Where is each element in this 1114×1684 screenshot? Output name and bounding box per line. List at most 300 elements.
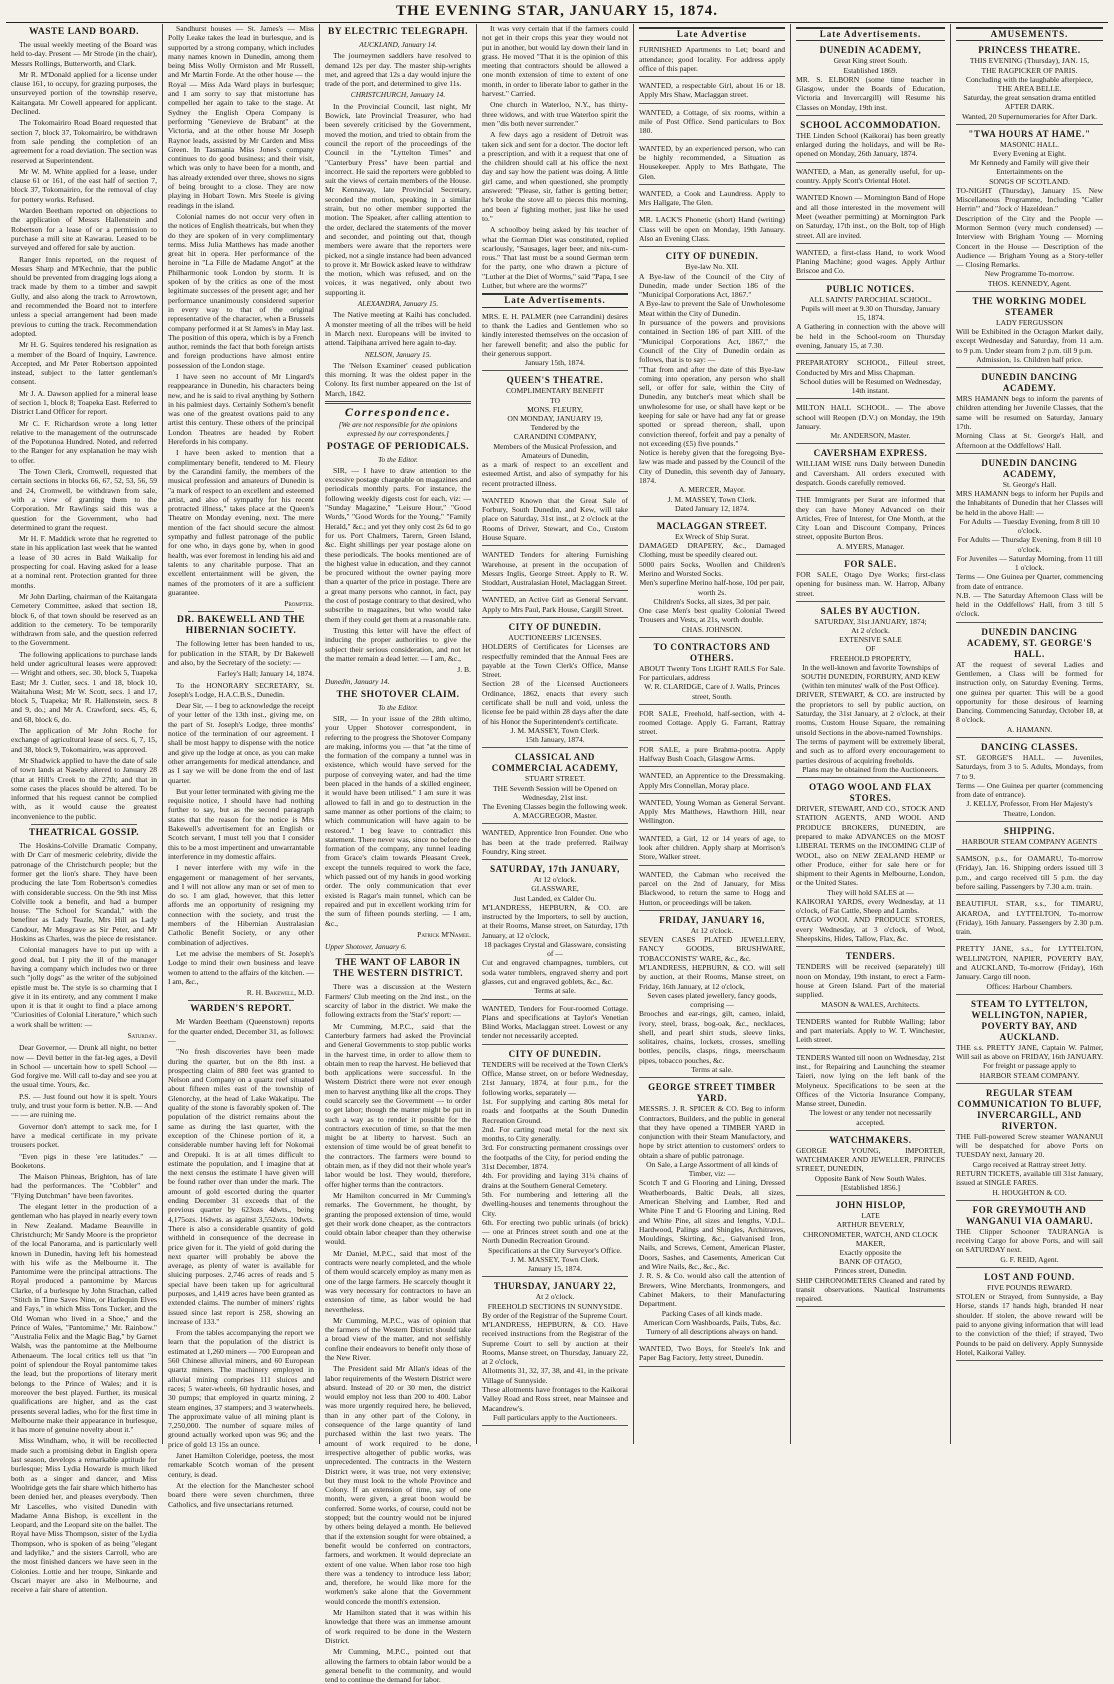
signature: R. H. Bakewell, M.D. [246, 988, 314, 998]
ad-title: SHIPPING. [1003, 825, 1056, 836]
ad-line: Specifications at the City Surveyor's Office. [488, 1245, 622, 1255]
ad-line: M'LANDRESS, HEPBURN, & CO. are instructed by the Importers, to sell by auction, at their Rooms, Manse street, on Saturday, 17th January, at 12 o'clock, [482, 902, 628, 940]
ad-line: By order of the Registrar of the Supreme Court. [482, 1310, 628, 1320]
advertisement [639, 142, 785, 185]
paragraph: Ranger Innis reported, on the request of Messrs Sharp and M'Kechnie, that the public should be prevented from dragging logs along a track made by them to a timber and sawpit Gully, and also along the track to Arrowtown, and recommended the Board not to interfere unless a special arrangement had been made previous to cutting the track. Recommendation adopted. [11, 254, 157, 338]
paragraph: "No fresh discoveries have been made during the quarter, but on the 8th inst. a prospecting claim of 880 feet was granted to Nelson and Company on a quartz reef situated about fifteen miles east of the township of Glenorchy, at the head of Lake Wakatipu. The quality of the stone is favorably spoken of. The population of the district remains about the same as during the last quarter, with the exception of the Chinese portion of it, a considerable number having left for Nokomai and Orepuki. It is at all times difficult to estimate the population, and I imagine that at the next census the estimate I have given will be found rather over than under the mark. The amount of gold escorted during the quarter ending December 31 exceeds that of the previous quarter by 623ozs 4dwts., being 4,175ozs. 16dwts. as against 3,552ozs. 10dwts. There is also a considerable quantity of gold withheld in consequence of the decrease in price given for it. The yield of gold during the next quarter will probably be above the average, as plenty of water is available for sluicing purposes. 2,746 acres of reads and 5 special have been taken up for agricultural purposes, and 1,419 acres have been granted as extended claims. The number of miners' rights issued since last report is 258, showing an increase of 133." [168, 1047, 314, 1326]
section-header: Late Advertise [639, 27, 785, 41]
letter-date: Saturday. [127, 1030, 157, 1040]
section-header: Late Advertisements. [482, 293, 628, 307]
ad-line: WILLIAM WISE runs Daily between Dunedin and Caversham. All orders executed with despatch. Goods carefully removed. [796, 459, 945, 487]
ad-line: J. M. MASSEY, Town Clerk. [667, 494, 757, 504]
ad-line: For Adults — Tuesday Evening, from 8 till 10 o'clock. [959, 516, 1100, 536]
ad-line: Description of the City and the People — Mormon Sermon (very much condensed) — Interview with Brigham Young — Morning Concert in the House — Description of the Audience — Brigham Young as a Story-teller — Closing Remarks. [956, 213, 1103, 270]
ad-list [482, 310, 628, 1426]
ad-title: DUNEDIN ACADEMY, [819, 45, 922, 56]
advertisement [639, 707, 785, 741]
paragraph: I never interfere with my wife in the engagement or management of her servants, and I will not allow any man or set of men to do so. I am glad, however, that this letter affords me an opportunity of resigning my connection with the society, and trust the members of the Hibernian Australasian Catholic Benefit Society, or any other combination of adjectives. [168, 863, 314, 947]
ad-title: DANCING CLASSES. [980, 741, 1079, 752]
column-2 [163, 24, 320, 1509]
advertisement [956, 897, 1103, 940]
advertisement [956, 852, 1103, 895]
ad-line: Men's superfine Merino half-hose, 10d per pair, worth 2s. [639, 578, 785, 597]
ad-line: DRIVER, STEWART, & CO. are instructed by the proprietors to sell by public auction, on Saturday, the 31st January, at 2 o'clock, at their rooms, Custom House Square, the remaining unsold Sections in the above-named Townships. [796, 690, 945, 737]
ad-line: Exactly opposite the [839, 1247, 902, 1257]
ad-line: WANTED, Apprentice Iron Founder. One who has been at the trade preferred. Railway Foundry, King street. [482, 828, 628, 856]
column-4 [477, 24, 634, 1444]
ad-line: MASON & WALES, Architects. [821, 999, 920, 1009]
paragraph: Miss Windham, who, it will be recollected made such a promising debut in English opera last season, develops a remarkable aptitude for burlesque; Miss Lydia Howarde is much liked both as a singer and dancer, and Miss Woolridge gets the fair share which hitherto has been denied her, and pleases everybody. Then Mr Lascelles, who visited Dunedin with Madame Anna Bishop, is excellent in the Leopard, and the Leopard site on the ballet. The Royal have Miss Thompson, sister of the Lydia Thompson, who is spoken of as being "elegant and ladylike," and the sisters Carroll, who are the most finished dancers we have seen in the Colonies. Lottie and her troupe, Sinkarde and Oscari mayer are also in Melbourne, and receive a fair share of attention. [11, 1436, 157, 1595]
ad-line: Children's Socks, all sizes, 3d per pair. [653, 596, 771, 606]
ad-line: THE Linden School (Kaikorai) has been greatly enlarged during the holidays, and will be Re-opened on Monday, 26th January, 1874. [796, 130, 945, 159]
ad-line: 6th. For erecting two public urinals (of brick) — one at Princes street south and one at the North Dunedin Recreation Ground. [482, 1217, 628, 1246]
ad-line: A. MACGREGOR, Master. [512, 811, 598, 821]
paragraph: Mr Cumming, M.P.C., pointed out that allowing the farmers to obtain labor would be a general benefit to the community, and would tend to continue the demand for labor. [325, 1647, 471, 1684]
ad-line: TENDERS Wanted till noon on Wednesday, 21st inst., for Repairing and Launching the steamer Taieri, now lying on the left bank of the Molyneux. Specifications to be seen at the Offices of the Victoria Insurance Company, Manse street, Dunedin. [796, 1052, 945, 1109]
advertisement [796, 356, 945, 399]
editor-note: [We are not responsible for the opinions expressed by our correspondents.] [338, 419, 458, 439]
advertisement [482, 373, 628, 492]
ad-line: A. HAMANN. [1006, 724, 1053, 734]
advertisement [956, 370, 1103, 454]
ad-line: TENDERS wanted for Rubble Walling; labor and part materials. Apply to W. T. Winchester, Leith street. [796, 1016, 945, 1045]
ad-line: STOLEN or Strayed, from Sunnyside, a Bay Horse, stands 17 hands high, branded H near shoulder. If stolen, the above reward will be paid to anyone giving information that will lead to the conviction of the thief; if strayed, Two Pounds to be paid on delivery. Apply Sunnyside Hotel, Kaikorai Valley. [956, 1292, 1103, 1357]
paragraph: There was a discussion at the Western Farmers' Club meeting on the 2nd inst., on the scarcity of labor in the district. We make the following extracts from the 'Star's' report: — [325, 982, 471, 1020]
ad-line: (within ten minutes' walk of the Post Office). [801, 681, 940, 691]
dateline: Upper Shotover, January 6. [325, 942, 407, 952]
ad-line: MESSRS. J. R. SPICER & CO. Beg to inform Contractors, Builders, and the public in general that they have opened a TIMBER YARD in conjunction with their Steam Manufactory, and hope by strict attention to customers' orders to obtain a share of public patronage. [639, 1104, 785, 1160]
ad-title: GEORGE STREET TIMBER YARD. [648, 1082, 776, 1104]
ad-line: OTAGO WOOL AND PRODUCE STORES, every Wednesday, at 3 o'clock, of Wool, Sheepskins, Hides, Tallow, Flax, &c. [796, 915, 945, 944]
ad-line: Full particulars apply to the Auctioneers. [492, 1412, 617, 1422]
ad-line: January 15th, 1874. [525, 358, 585, 368]
advertisement [482, 593, 628, 618]
ad-line: MASONIC HALL. [999, 139, 1060, 149]
ad-line: LADY FERGUSSON [995, 317, 1064, 327]
advertisement [639, 43, 785, 77]
paragraph: Dear Sir, — I beg to acknowledge the receipt of your letter of the 13th inst., giving me, on the part of St. Joseph's Lodge, three months' notice of the termination of our agreement. I shall be most happy to dispense with the notice and give up the lodge at once, as you can make other arrangements for medical attendance, and as I say we will be done from the end of last quarter. [168, 701, 314, 785]
section-header: Late Advertisements. [796, 27, 945, 41]
advertisement [639, 832, 785, 866]
ad-line: Terms at sale. [691, 1065, 733, 1074]
divider [325, 401, 471, 404]
advertisement [796, 191, 945, 243]
ad-line: STUART STREET. [524, 774, 585, 784]
paragraph: To the HONORARY SECRETARY, St. Joseph's Lodge, H.A.C.B.S., Dunedin. [168, 680, 314, 699]
ad-line: MR. LACK'S Phonetic (short) Hand (writing) Class will be open on Monday, 19th January. Also an Evening Class. [639, 215, 785, 244]
ad-line: TENDERS will be received at the Town Clerk's Office, Manse street, on or before Wednesday, 21st January, 1874, at four p.m., for the following works, separately — [482, 1059, 628, 1097]
ad-line: HARBOUR STEAM COMPANY AGENTS [961, 836, 1098, 846]
paragraph: Mr Cumming, M.P.C., was of opinion that the farmers of the Western District should take a broad view of the matter, and not selfishly confine their endeavors to benefit only those of the New River. [325, 1315, 471, 1362]
ad-line: Mr. ANDERSON, Master. [830, 431, 911, 441]
ad-line: THE RAGPICKER OF PARIS. [981, 65, 1078, 75]
ad-line: BANK OF OTAGO, [839, 1257, 902, 1267]
ad-line: At 12 o'clock. [533, 875, 577, 885]
advertisement [956, 127, 1103, 292]
paragraph: SIR, — In your issue of the 28th ultimo, your Upper Shotover correspondent, in referring to the progress the Shotover Company are making, informs you — that "at the time of the formation of the company a tunnel was in existence, which would have served for the purpose of conveying water, and had the time been placed in the hands of a skilled engineer, it would have been utilised." I am sure it was allowed to fall in and go to destruction in the same manner as other portions of the claim; to which communication will have again to be restored." I beg leave to contradict this statement. There never was, since no before the formation of the company, any tunnel leading from Grace's claim towards Pleasant Creek, except the tunnels required to work the face, which passed out of my hands in good working order. The only communication that ever existed is Ragar's main tunnel, which can be repaired and put in excellent working trim for the sum of fifteen pounds sterling. — I am, &c., [325, 714, 471, 928]
ad-line: M'LANDRESS, HEPBURN, & CO. Have received instructions from the Registrar of the Supreme Court to sell by auction at their Rooms, Manse street, on Thursday, January 22, at 2 o'clock, [482, 1319, 628, 1367]
ad-line: CHAS. JOHNSON. [681, 624, 743, 634]
ad-line: J. M. MASSEY, Town Clerk. [510, 725, 600, 735]
ad-line: School duties will be Resumed on Wednesday, 14th instant. [799, 376, 942, 396]
ad-line: WANTED, Two Boys, for Steele's Ink and Paper Bag Factory, Jetty street, Dunedin. [639, 1344, 785, 1363]
ad-line: 3rd. For constructing permanent crossings over the footpaths of the City, for period ending the 31st December, 1874. [482, 1143, 628, 1172]
ad-line: Offices: Harbour Chambers. [986, 981, 1073, 991]
paragraph: Janet Hamilton Coleridge, poetess, the most remarkable Scotch woman of the present century, is dead. [168, 1451, 314, 1479]
ad-line: 1st. For supplying and carting 80s metal for roads and footpaths at the South Dunedin Recreation Ground. [482, 1096, 628, 1125]
advertisement [956, 997, 1103, 1084]
paragraph: The journeymen saddlers have resolved to demand 12s per day. The master ship-wrights met, and agreed that 12s a day would injure the trade of the port, and determined to give 11s. [325, 51, 471, 89]
ad-line: A Bye-law to prevent the Sale of Unwholesome Meat within the City of Dunedin. [639, 299, 785, 318]
ad-line: MRS HAMANN begs to inform the parents of children attending her Juvenile Classes, that the same will be resumed on Saturday, January 17th. [956, 394, 1103, 431]
ad-list [639, 43, 785, 1366]
paragraph: Colonial names do not occur very often in the notices of English theatricals, but when they do they are spoken of in very complimentary terms. Miss Julia Matthews has made another great hit in opera. Her performance of the heroine in "La Fille de Madame Angot" at the Philharmonic took London by storm. It is spoken of by the critics as one of the most legitimate successes of the present age; and her performance unanimously considered superior in every way to that of the original representative of the character, when a Brussels company performed it at St James's in May last. The position of this opera, which is by a French author, reminds the fact that both foreign artists and foreign productions have almost entire possession of the London stage. [168, 211, 314, 370]
advertisement [639, 868, 785, 911]
advertisement [796, 1015, 945, 1049]
paragraph: Dear Governor, — Drunk all night, no better now — Devil better in the fat-leg ages, a Devil in School — uncertain how to spell School — God forgive me. Will call to-day and see you at the usual time. Yours, &c. [11, 1043, 157, 1090]
ad-line: COMPLIMENTARY BENEFIT [505, 386, 605, 396]
ad-title: CITY OF DUNEDIN. [508, 1048, 602, 1059]
paragraph: Mr Hamilton concurred in Mr Cumming's remarks. The Government, he thought, by granting the proposed extension of time, would get their work done cheaper, as the contractors could obtain labor cheaper than they otherwise would. [325, 1190, 471, 1247]
ad-line: ON MONDAY, JANUARY 19, [507, 413, 603, 423]
ad-line: Turnery of all descriptions always on hand. [646, 1326, 778, 1336]
ad-title: JOHN HISLOP, [835, 1200, 906, 1211]
ad-line: WANTED, the Cabman who received the parcel on the 2nd of January, for Miss Blackwood, to return the same to Hogg and Hutton, or proceedings will be taken. [639, 869, 785, 907]
ad-line: CARANDINI COMPANY, [513, 432, 597, 442]
advertisement [639, 187, 785, 212]
ad-line: Just Landed, ex Calder Ou. [513, 893, 597, 903]
ad-title: SATURDAY, 17th JANUARY, [490, 864, 620, 875]
ad-line: GEORGE YOUNG, IMPORTER, WATCHMAKER AND JEWELLER, PRINCES STREET, DUNEDIN, [796, 1145, 945, 1174]
ad-title: FOR SALE. [844, 558, 897, 569]
advertisement [639, 1342, 785, 1367]
ad-line: New Programme To-morrow. [984, 269, 1075, 279]
paragraph: A few days ago a resident of Detroit was taken sick and sent for a doctor. The doctor left a prescription, and with it a request that one of the children should call at his office the next day and say how the patient was doing. A little girl came, and when questioned, she promptly answered: "Please, sir, father is getting better; he's broke the stove all to pieces this morning, and been a' fighting mother, just like he used to." [482, 130, 628, 223]
ad-line: 18 packages Crystal and Glassware, consisting of — [483, 940, 627, 959]
advertisement [956, 824, 1103, 850]
ad-title: REGULAR STEAM COMMUNICATION TO BLUFF, INVERCARGILL, AND RIVERTON. [957, 1087, 1102, 1131]
advertisement [956, 1086, 1103, 1201]
ad-line: Terms — One Guinea per quarter (commencing from date of entrance). [956, 780, 1103, 800]
ad-line: HARBOR STEAM COMPANY. [979, 1070, 1080, 1080]
ad-title: LOST AND FOUND. [984, 1271, 1075, 1282]
paragraph: SIR, — I have to draw attention to the excessive postage chargeable on magazines and periodicals monthly parts. For instance, the following weekly digests cost for each, viz: — "Sunday Magazine," "Leisure Hour," "Good Words," "Good Words for the Young," "Family Herald," &c.; and yet they only cost 2s 6d to go for us. Port Chalmers, Tarern, Green Island, &c. Eight shillings per year postage alone on these periodicals. The books mentioned are of the highest value in education, and they cannot be procured without the owner paying more than a quarter of the price in postage. There are a great many persons who cannot, in fact, pay the cost of postage contrary to that desired, who subscribe to magazines, but who would take them if they could get them at a reasonable rate. [325, 465, 471, 624]
ad-line: THE Immigrants per Surat are informed that they can have Money Advanced on their Articles, Free of Interest, for One Month, at the City Loan and Discount Company, Princes street, opposite Burton Bros. [796, 495, 945, 542]
ad-line: Section 28 of the Licensed Auctioneers Ordinance, 1862, enacts that every such certificate shall be null and void, unless the license fee be paid within 28 days after the date of his Honor the Superintendent's certificate. [482, 679, 628, 726]
paragraph: The 'Nelson Examiner' ceased publication this morning. It was the oldest paper in the Colony. Its first number appeared on the 1st of March, 1842. [325, 360, 471, 398]
divider [345, 954, 451, 955]
ad-line: WANTED, a Cottage, of six rooms, within a mile of Post Office. Send particulars to Box 180. [639, 107, 785, 136]
ad-line: Scotch T and G Flooring and Lining, Dressed Weatherboards, Baltic Deals, all sizes, American Shelving and Lumber, Red and White Pine T and G Flooring and Lining, Red and White Pine, all sizes and lengths, V.D.L. Hardwood, Palings and Shingles, Architraves, Mouldings, Skirting, &c., Galvanised Iron, Nails, and Screws, Cement, American Plaster, Doors, Sashes, and Casements, American Cut and Wire Nails, &c., &c., &c. [639, 1178, 785, 1272]
ad-line: Cargo received at Rattray street Jetty. [972, 1159, 1087, 1169]
advertisement [796, 1133, 945, 1196]
dateline: CHRISTCHURCH, January 14. [350, 90, 446, 100]
ad-line: FREEHOLD SECTIONS IN SUNNYSIDE. [487, 1301, 623, 1311]
advertisement [956, 1203, 1103, 1268]
heading-bakewell: DR. BAKEWELL AND THE HIBERNIAN SOCIETY. [176, 615, 306, 637]
ad-line: N.B. — The Saturday Afternoon Class will be held in the Oddfellows' Hall, from 3 till 5 o'clock. [956, 590, 1103, 619]
paragraph: Warden Beetham reported on objections to the application of Messrs Hallenstein and Robertson for a lease of or a permission to purchase a mill site at Kawarau. Leased to be surveyed and offered for sale by auction. [11, 206, 157, 253]
heading-postage: POSTAGE OF PERIODICALS. [326, 441, 470, 452]
advertisement [956, 942, 1103, 994]
dateline: AUCKLAND, January 14. [359, 40, 437, 49]
ad-line: 5th. For numbering and lettering all the dwelling-houses and tenements throughout the City. [482, 1189, 628, 1218]
paragraph: Mr J. A. Dawson applied for a mineral lease of section 1, block 8; Toapeka East. Referred to District Land Officer for report. [11, 388, 157, 417]
ad-line: Notice is hereby given that the foregoing Bye-law was made and passed by the Council of the City of Dunedin, this seventh day of January, 1874. [639, 448, 785, 486]
ad-line: For Adults — Thursday Evening, from 8 till 10 o'clock. [957, 535, 1102, 554]
ad-line: MONS. FLEURY, [527, 404, 583, 414]
ad-title: STEAM TO LYTTELTON, WELLINGTON, NAPIER, POVERTY BAY, AND AUCKLAND. [970, 998, 1089, 1042]
masthead-title: THE EVENING STAR, JANUARY 15, 1874. [396, 3, 718, 19]
ad-line: M'LANDRESS, HEPBURN, & CO. will sell by auction, at their Rooms, Manse street, on Friday, 16th January, at 12 o'clock, [639, 962, 785, 991]
ad-line: THIS EVENING (Thursday), JAN. 15, [969, 56, 1090, 66]
paragraph: In the Provincial Council, last night, Mr Bowick, late Provincial Treasurer, who had been severely criticised by the Government, moved the motion, and tried to obtain from the council the report of the proceedings of the Council in the "Lyttelton Times" and "Canterbury Press" have been partial and incorrect. He said the reporters were gobbled to suit the views of certain members of the House. Mr Kennaway, late Provincial Secretary, seconded the motion, speaking in a similar strain, but no other member supported the motion. The Speaker, after calling attention to the order, declared the statements of the mover and seconder, and pointing out that, though members were aware that the reporters were picked, not a single instance had been advanced to prove it. Mr Bowick asked leave to withdraw the motion, which was refused, and on the voices, it was negatived, only about two supporting it. [325, 101, 471, 297]
ad-line: Brooches and ear-rings, gilt, cameo, inlaid, ivory, steel, brass, bog-oak, &c., necklaces, shell, and pearl shirt studs, sleeve links, solitaires, chains, lockets, crosses, smelling bottles, pencils, clasps, rings, meerschaum pipes, tobacco pouches, &c. [639, 1009, 785, 1065]
ad-line: WANTED, by an experienced person, who can be highly recommended, a Situation as Housekeeper. Apply to Mrs Bathgate, The Glen. [639, 143, 785, 181]
ad-line: For freight or passage apply to [982, 1061, 1076, 1071]
advertisement [639, 913, 785, 1078]
ad-line: In pursuance of the powers and provisions contained in Section 186 of part XIII. of the "Municipal Corporations Act, 1867," the Council of the City of Dunedin ordain as follows, that is to say: — [639, 318, 785, 365]
ad-line: Wanted, 20 Supernumeraries for After Dark. [962, 111, 1097, 121]
ad-line: Seven cases plated jewellery, fancy goods, comprising — [647, 990, 777, 1010]
ad-title: MACLAGGAN STREET. [656, 520, 768, 531]
dateline: ALEXANDRA, January 15. [357, 299, 439, 309]
paragraph: The Town Clerk, Cromwell, requested that certain sections in blocks 66, 67, 52, 53, 56, 59 and 24, Cromwell, be withdrawn from sale, with a view of granting them to the Corporation. Mr Rawlings said this was a question for the Government, who had determined to grant the request. [11, 467, 157, 532]
divider [188, 1000, 294, 1001]
ad-line: KAIKORAI YARDS, every Wednesday, at 11 o'clock, of Fat Cattle, Sheep and Lambs. [796, 896, 945, 916]
column-1 [6, 24, 163, 1595]
ad-line: WANTED, an Apprentice to the Dressmaking. Apply Mrs Connellan, Moray place. [639, 771, 785, 790]
signature: Prompter. [284, 599, 314, 609]
advertisement [796, 282, 945, 355]
ad-line: A. MERCER, Mayor. [678, 485, 746, 495]
advertisement [482, 862, 628, 999]
ad-line: Morning Class at St. George's Hall, and Afternoon at the Oddfellows' Hall. [956, 431, 1103, 450]
advertisement [796, 246, 945, 280]
advertisement [639, 106, 785, 140]
ad-title: "TWA HOURS AT HAME." [968, 128, 1091, 139]
ad-line: OF [865, 644, 876, 654]
ad-line: In the well-known and favorite Townships of [802, 662, 939, 672]
heading-telegraph: BY ELECTRIC TELEGRAPH. [327, 27, 469, 37]
ad-title: DUNEDIN DANCING ACADEMY, [981, 457, 1078, 479]
paragraph: The following applications to purchase lands held under agricultural leases were approved: — Wright and others, sec. 30, block 5, Tuapeka East; Mr J. Cutler, secs. 1 and 18, block 10, Waitahuna West; Mr W. Scott, secs. 1 and 17, block 5, Tuapeka; Mr R. Hallenstein, secs. 8 and 9, do.; and Mr A. Crawford, secs. 45, 6, and 68, block 6, do. [11, 649, 157, 724]
advertisement [796, 780, 945, 947]
paragraph: Mr H. F. Maddick wrote that he regretted to state in his application last week that he wanted a lease of 30 acres in Bald Waikalip for prospecting for coal. Having asked for a lease at a nominal rent. Protection granted for three months. [11, 534, 157, 590]
ad-title: DUNEDIN DANCING ACADEMY. [981, 372, 1078, 394]
ad-line: as a mark of respect to an excellent and esteemed Artist, and also of sympathy for his recent protracted illness. [482, 459, 628, 488]
heading-correspondence: Correspondence. [344, 404, 452, 419]
heading-shotover: THE SHOTOVER CLAIM. [336, 689, 460, 700]
ad-line: PRETTY JANE, s.s., for LYTTELTON, WELLINGTON, NAPIER, POVERTY BAY, and AUCKLAND, To-morrow (Friday), 16th January. Cargo till noon. [956, 944, 1103, 982]
paragraph: It was very certain that if the farmers could not get in their crops this year they would not put in another, but would lay down their land in grass. He moved "That it is the opinion of this meeting that contractors should be allowed a one month extension of time to extent of one month, in order to liberate labor to gather in the harvest." Carried. [482, 24, 628, 99]
ad-line: MILTON HALL SCHOOL. — The above school will Reopen (D.V.) on Monday, the 19th January. [796, 403, 945, 431]
ad-line: Packing Cases of all kinds made. [661, 1308, 763, 1318]
ad-line: THE AREA BELLE. [997, 83, 1062, 93]
ad-line: THOS. KENNEDY, Agent. [987, 278, 1072, 288]
paragraph: The Native meeting at Kaihi has concluded. A monster meeting of all the tribes will be held in March next. Europeans will be invited to attend. Taipihana arrived here again to-day. [325, 310, 471, 348]
paragraph: Sandhurst houses — St. James's — Miss Polly Leake takes the lead in burlesque, and is supported by a strong company, which includes many names known in Dunedin, among them being Miss Wolly Ormiston and Mr Russell, and Mr Martin Forde. At the other house — the Royal — Miss Ada Ward plays in burlesque; and I am sorry to say that mistortune has compelled her again to take to the stage. At Sydney the English Opera Company is performing "Genevieve de Brabant" at the Victoria, and at the other house Mr Joseph Raynor leads, assisted by Mr Carden and Miss Green. In Tasmania Miss Jones's company continues to do good business; and their visit, which was only to have been for a month, and has already extended over three, shows no signs of being brought to a close. They are now playing in Hobart Town. Mrs Steele is giving readings in the island. [168, 24, 314, 210]
ad-line: January 15, 1874. [528, 1264, 582, 1274]
advertisement [482, 826, 628, 860]
paragraph: Governor don't attempt to sack me, for I have a medical certificate in my private trousers pocket. [11, 1121, 157, 1150]
ad-title: CITY OF DUNEDIN. [665, 251, 759, 262]
paragraph: Mr Cumming, M.P.C., said that the Canterbury farmers had asked the Provincial and General Governments to stop public works in the harvest time, in order to allow them to obtain men to reap the harvest. He believed that both applications were successful. In the Western District there were not ever enough men to harvest anything like all the crops. They could scarcely see the Government — to order to get labor; though the matter might be put in such a way as to render it possible for the contractors execution of time, so that the men might be at liberty to harvest. Such an extension of time would be of great benefit to the contractors. The farmers were bound to obtain men, as if they did not their whole year's labor would be lost. They would, therefore, offer higher terms than the contractors. [325, 1021, 471, 1189]
ad-line: FOR SALE, Freehold, half-section, with 4-roomed Cottage. Apply G. Farrant, Rattray street. [639, 708, 785, 737]
paragraph: From the tables accompanying the report we learn that the population of the district is estimated at 1,260 miners — 700 European and 560 Chinese alluvial miners, and 60 European quartz miners. The machinery employed in alluvial mining comprises 111 sluices and races; 5 water-wheels, 60 hydraulic hoses, and 30 pumps; that employed in quartz mining, 2 steam engines, 37 stampers; and 3 waterwheels. The approximate value of all mining plant is 7,250,000. The number of square miles of ground actually worked upon was 96; and the price of gold 13 15s an ounce. [168, 1328, 314, 1449]
ad-title: TENDERS. [845, 951, 896, 962]
ad-line: Every Evening at Eight. [993, 148, 1066, 158]
advertisement [796, 1051, 945, 1131]
ad-line: At 2 o'clock. [535, 1292, 575, 1302]
ad-line: Dated January 12, 1874. [674, 503, 750, 513]
ad-line: Tendered by the [530, 423, 580, 433]
ad-line: THE Clipper Schooner TAURANGA is receiving Cargo for above Ports, and will sail on SATURDAY next. [956, 1226, 1103, 1255]
ad-line: ABOUT Twenty Tons LIGHT RAILS For Sale. For particulars, address [639, 663, 785, 683]
heading-want-of-labor: THE WANT OF LABOR IN THE WESTERN DISTRICT. [332, 958, 464, 980]
paragraph: P.S. — Just found out how it is spelt. Yours truly, and trust your form is better. N.B. — And — — are ruining me. [11, 1091, 157, 1120]
paragraph: The President said Mr Allan's ideas of the labor requirements of the Western District were absurd. Instead of 20 or 30 men, the district would employ not less than 200 to 400. Labor was more urgently required here, he believed, than in any other part of the Colony, in consequence of the large quantity of land purchased within the last two years. The amount of work required to be done, irrespective altogether of public works, was unprecedented. The contracts in the Western District were, it was true, not very extensive; but they must look to the whole Province and Colony. If an extension of time, say of one month, were given, a great boon would be conferred. Some works, of course, could not be stopped; but the country would not be injured by others being delayed a month. He believed that if the extension sought for were obtained, a benefit would be conferred on contractors, farmers, and workmen. It would depreciate an extent of one value. When labor rose too high there was a tendency to introduce less labor; and, therefore, he would like more for the workmen's sake alone that the Government would concede the month's extension. [325, 1364, 471, 1606]
ad-line: Members of the Musical Profession, and Amateurs of Dunedin, [493, 441, 617, 460]
ad-line: WANTED, a Girl, 12 or 14 years of age, to look after children. Apply sharp at Morrison's Store, Walker street. [639, 833, 785, 862]
ad-title: SCHOOL ACCOMMODATION. [800, 119, 941, 130]
ad-line: RETURN TICKETS, available till 31st January, issued at SINGLE FARES. [956, 1168, 1103, 1188]
ad-title: FRIDAY, JANUARY 16, [659, 914, 765, 925]
dateline: NELSON, January 15. [364, 349, 432, 359]
ad-line: H. HOUGHTON & CO. [992, 1187, 1067, 1197]
ad-line: SEVEN CASES PLATED JEWELLERY, FANCY GOODS, BRUSHWARE, TOBACCONISTS' WARE, &c., &c. [639, 935, 785, 963]
ad-line: HOLDERS of Certificates for Licenses are respectfully reminded that the Annual Fees are payable at the Town Clerk's Office, Manse Street. [482, 642, 628, 680]
paragraph: Mr Warden Beetham (Queenstown) reports for the quarter ended, December 31, as follows: — [168, 1017, 314, 1045]
paragraph: Farley's Hall; January 14, 1874. [217, 669, 314, 679]
ad-line: St. George's Hall. [1002, 479, 1057, 489]
advertisement [482, 1279, 628, 1426]
advertisement [639, 519, 785, 638]
advertisement [482, 620, 628, 748]
ad-line: The Evening Classes begin the following week. [482, 801, 628, 811]
ad-line: Ex Wreck of Ship Surat. [674, 531, 749, 541]
ad-title: TO CONTRACTORS AND OTHERS. [653, 641, 771, 663]
ad-line: AT the request of several Ladies and Gentlemen, a Class will be formed for instruction only, on Saturday Evening. Terms, one guinea per quarter. This will be a good opportunity for those desirous of learning Dancing. Commencing Saturday, October 18, at 8 o'clock. [956, 659, 1103, 725]
advertisement [796, 604, 945, 778]
ad-title: CLASSICAL AND COMMERCIAL ACADEMY, [491, 752, 619, 774]
ad-title: CAVERSHAM EXPRESS. [813, 448, 928, 459]
ad-line: WANTED, a Cook and Laundress. Apply to Mrs Hallgate, The Glen. [639, 188, 785, 208]
ad-line: Bye-law No. XII. [685, 262, 739, 272]
advertisement [639, 213, 785, 247]
ad-line: WANTED, a Man, as generally useful, for up-country. Apply Scott's Oriental Hotel. [796, 166, 945, 186]
paragraph: One church in Waterloo, N.Y., has thirty-three widows, and with true Waterloo spirit the men "dis both never surrender." [482, 100, 628, 128]
ad-line: BEAUTIFUL STAR, s.s., for TIMARU, AKAROA, and LYTTELTON, To-morrow (Friday), 16th January. Passengers by 2.30 p.m. train. [956, 899, 1103, 937]
ad-line: DRIVER, STEWART, AND CO., STOCK AND STATION AGENTS, AND WOOL AND PRODUCE BROKERS, DUNEDIN, are prepared to make ADVANCES on the MOST LIBERAL TERMS on the INCOMING CLIP of WOOL, also on NEW ZEALAND HEMP or other Produce, either for sale here or for shipment to their Agents in Melbourne, London, or the United States. [796, 804, 945, 888]
ad-line: WANTED Tenders for altering Furnishing Warehouse, at present in the occupation of Messrs Inglis, George Street. Apply to R. W. Stoddart, Australasian Hotel, Maclaggan Street. [482, 550, 628, 588]
ad-line: PREPARATORY SCHOOL, Filleul street, Conducted by Mrs and Miss Chapman. [796, 358, 945, 377]
advertisement [956, 456, 1103, 623]
ad-line: WANTED, a first-class Hand, to work Wood Planing Machine; good wages. Apply Arthur Briscoe and Co. [796, 247, 945, 276]
ad-line: ARTHUR BEVERLY, [836, 1220, 905, 1230]
ad-line: MRS. E. H. PALMER (nee Carrandini) desires to thank the Ladies and Gentlemen who so kindly interested themselves on the occasion of her farewell benefit; and also the public for their generous support. [482, 311, 628, 358]
paragraph: The usual weekly meeting of the Board was held to-day. Present — Mr Strode (in the chair), Messrs Rollings, Butterworth, and Clark. [11, 40, 157, 68]
heading-wardens-report: WARDEN'S REPORT. [190, 1004, 292, 1015]
ad-line: WANTED, Tenders for Four-roomed Cottage. Plans and specifications at Taylor's Venetian Blind Works, Maclaggan street. Lowest or any tender not necessarily accepted. [482, 1003, 628, 1041]
salutation: To the Editor. [378, 454, 418, 464]
ad-line: A Gathering in connection with the above will be held in the School-room on Thursday evening, January 15, at 7.30. [796, 322, 945, 350]
advertisement [482, 1002, 628, 1045]
ad-title: SALES BY AUCTION. [820, 605, 921, 616]
paragraph: Mr H. G. Squires tendered his resignation as a member of the Board of Inquiry, Lawrence. Accepted, and Mr Peter Robertson appointed instead, subject to the latter gentleman's consent. [11, 340, 157, 387]
advertisement [639, 1080, 785, 1340]
paragraph: A schoolboy being asked by his teacher of what the German Diet was constituted, replied scarlously, "Sausages, lager beer, and nix-cum-rous." That last must be a sound German term for the party, one who drawn a picture of "Luther at the Diet of Worms," said "Papa, I see Luther, but where are the worms?" [482, 225, 628, 291]
ad-line: Mr Kennedy and Family will give their Entertainments on the [969, 158, 1090, 177]
ad-line: Cut and engraved champagnes, tumblers, cut soda water tumblers, engraved sherry and port glasses, cut and engraved goblets, &c., &c. [482, 958, 628, 987]
ad-title: THE WORKING MODEL STEAMER [972, 295, 1087, 317]
paragraph: The elegant letter in the production of a gentleman who has played in nearly every town in New Zealand. Madame Beauville in Christchurch; Mr Sandy Moore is the proprietor of the local Panorama, and is particularly well known in Dunedin, having left his homestead with his wife as the Melbourne it. The Pantomime were the principal attractions. The Royal produced a pantomime by Marcus Clarke, of a burlesque by John Strachan, called "Stitch in Time Saves Nine, or Harlequin Elves and Fays," in which Miss Tons Tucker, and the Old Woman who lived in a Shoe," and the Prince of Wales, "Pantomime," Mr. Rainbow." "Australia Felix and the Magic Bag," by Garnet Walsh, was the pantomime at the Melbourne Athenaeum. The local critics tell us that "in point of splendour the Royal pantomime takes the lead, but the proportions of literary merit belongs to the Prince of Wales; and it is moreover the best played. Further, its musical qualifications are higher, and as the cast presents several ladies, who for the first time in Melbourne make their appearance in burlesque, it has more of genuine novelty about it." [11, 1202, 157, 1435]
ad-line: J. KELLY, Professor, From Her Majesty's Theatre, London. [966, 799, 1093, 818]
ad-line: FOR SALE, Otago Dye Works; first-class opening for business man. W. Harrop, Albany street. [796, 569, 945, 598]
paragraph: The Tokomairiro Road Board requested that section 7, block 37, Tokomairiro, be withdrawn from sale pending the completion of an agreement for a road deviation. The section was reserved at Superintendent. [11, 118, 157, 165]
ad-line: 2nd. For carting road metal for the next six months, to City generally. [482, 1124, 628, 1144]
ad-line: "That from and after the date of this Bye-law coming into operation, any person who shall sell, or offer for sale, within the City of Dunedin, any butcher's meat which shall be unwholesome for use, or shall have kept or be keeping for sale or have had any fat or grease spotted or spread thereon, shall, upon conviction thereof, forfeit and pay a penalty of not exceeding (£5) five pounds." [639, 364, 785, 448]
ad-line: SAMSON, p.s., for OAMARU, To-morrow (Friday), Jan. 16. Shipping orders issued till 3 p.m., and cargo received till 5 p.m. the day before sailing. Passengers by 7.30 a.m. train. [956, 854, 1103, 891]
advertisement [482, 1047, 628, 1278]
paragraph: Mr R. M'Donald applied for a license under clause 161, to occupy, for grazing purposes, the unsurveyed portion of the township reserve, Kaitangata. Mr Cowell appeared for applicant. Declined. [11, 69, 157, 117]
ad-line: One case Men's best quality Colonial Tweed Trousers and Vests, at 21s, worth double. [639, 605, 785, 625]
ad-line: FURNISHED Apartments to Let; board and attendance; good locality. For address apply office of this paper. [639, 45, 785, 73]
salutation: To the Editor. [378, 702, 418, 712]
ad-line: SATURDAY, 31st JANUARY, 1874; [814, 616, 927, 626]
advertisement [482, 750, 628, 824]
ad-line: They will hold SALES at — [827, 887, 914, 897]
advertisement [796, 165, 945, 190]
ad-line: The terms of payment will be extremely liberal, and such as to afford every encouragement to parties desirous of acquiring freeholds. [796, 736, 945, 765]
paragraph: I have seen no account of Mr Lingard's reappearance in Dunedin, his characters being new, and he is said to rival anything by Sothern in his palmiest days. Certainly Sothern's benefit was one of the greatest ovations paid to any artist this century. These others of the principal London Theatres are headed by Robert Herefords in his company. [168, 371, 314, 447]
ad-line: TO-NIGHT (Thursday), January 15. New Miscellaneous Programme, Including "Caller Herrin'" and "Jock o' Hazeldean." [956, 185, 1103, 214]
advertisement [482, 310, 628, 372]
column-6 [791, 24, 951, 1444]
ad-line: AUCTIONEERS' LICENSES. [508, 633, 602, 643]
advertisement [956, 625, 1103, 738]
ad-title: PRINCESS THEATRE. [978, 45, 1081, 56]
paragraph: The Maison Phineas, Brighton, has of late had the performances. The "Cobbler" and "Flying Dutchman" have been favorites. [11, 1172, 157, 1200]
ad-line: ST. GEORGE'S HALL. — Juveniles, Saturdays, from 3 to 5. Adults, Mondays, from 7 to 9. [956, 752, 1103, 781]
ad-line: A. MYERS, Manager. [836, 541, 905, 551]
ad-line: A Bye-law of the Council of the City of Dunedin, made under Section 186 of the "Municipal Corporations Act, 1867." [639, 271, 785, 300]
paragraph: Colonial managers have to put up with a good deal, but I pity the ill of the manager having a company which includes two or three such "jolly dogs" as the writer of the subjoined epistle must be. The style is so charming that I give it in its entirety, and any comment I make upon it is that it ought to find a place among "Curiosities of Colonial Literature," which such a work shall be written: — [11, 945, 157, 1029]
advertisement [796, 493, 945, 555]
ad-line: These allotments have frontages to the Kaikorai Valley Road and Ross street, near Mainsee and Macandrew's. [482, 1384, 628, 1413]
ad-line: FREEHOLD PROPERTY, [830, 653, 911, 663]
ad-line: WANTED, a respectable Girl, about 16 or 18. Apply Mrs Shaw, Maclaggan street. [639, 81, 785, 100]
ad-line: THE Full-powered Screw steamer WANANUI will be despatched for above Ports on TUESDAY next, January 20. [956, 1131, 1103, 1160]
ad-line: THE s.s. PRETTY JANE, Captain W. Palmer, Will sail as above on FRIDAY, 16th JANUARY. [956, 1042, 1104, 1062]
ad-line: DAMAGED DRAPERY, &c., Damaged Clothing, must be speedily cleared out. [639, 541, 785, 560]
paragraph: But your letter terminated with giving me the requisite notice, I should have had nothing further to say, but as the second paragraph states that the reason for the notice is Mrs Bakewell's advertisement for an English or Scotch servant, I must tell you that I consider this to be a most impertinent and unwarrantable interference in my domestic affairs. [168, 786, 314, 861]
heading-theatrical-gossip: THEATRICAL GOSSIP. [28, 828, 140, 839]
ad-line: Great King street South. [833, 56, 908, 66]
advertisement [796, 118, 945, 163]
ad-line: Terms at sale. [534, 986, 576, 996]
advertisement [956, 740, 1103, 822]
advertisement [796, 949, 945, 1012]
ad-line: WANTED Known that the Great Sale of Forbury, South Dunedin, and Kew, will take place on Saturday, 31st inst., at 2 o'clock at the Rooms of Driver, Stewart, and Co., Custom House Square. [482, 495, 628, 542]
advertisement [482, 548, 628, 591]
ad-line: TO [550, 395, 560, 405]
ad-line: Pupils will meet at 9.30 on Thursday, January 15, 1874. [801, 303, 940, 323]
divider [188, 611, 294, 612]
advertisement [796, 1198, 945, 1307]
ad-title: PUBLIC NOTICES. [826, 283, 915, 294]
ad-line: Concluding with the laughable afterpiece, [965, 74, 1094, 84]
